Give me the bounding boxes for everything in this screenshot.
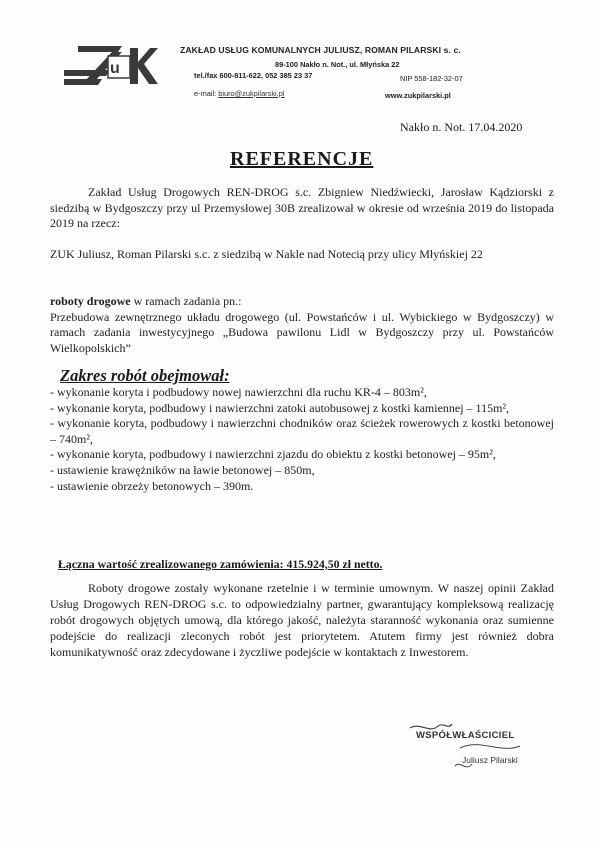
scope-title: Zakres robót obejmował: <box>60 366 230 385</box>
company-phone: tel./fax 600-811-622, 052 385 23 37 <box>194 71 313 80</box>
works-rest: w ramach zadania pn.: <box>130 294 242 308</box>
client-paragraph: ZUK Juliusz, Roman Pilarski s.c. z siedzibą w Nakle nad Notecią przy ulicy Młyńskiej 22 <box>50 247 483 261</box>
scope-item: - ustawienie krawężników na ławie betonowej – 850m, <box>50 462 315 477</box>
intro-paragraph: Zakład Usług Drogowych REN-DROG s.c. Zbigniew Niedźwiecki, Jarosław Kądziorski z siedzibą w Bydgoszczy przy ul Przemysłowej 30B zrealizował w okresie od września 2019 do listopada 2019 na rzecz: <box>50 185 554 230</box>
company-name: ZAKŁAD USŁUG KOMUNALNYCH JULIUSZ, ROMAN PILARSKI s. c. <box>180 45 461 55</box>
scope-item: - wykonanie koryta, podbudowy i nawierzchni zjazdu do obiektu z kostki betonowej – 95m², <box>50 447 496 462</box>
total-value: Łączna wartość zrealizowanego zamówienia: 415.924,50 zł netto. <box>58 557 383 571</box>
signature-role: WSPÓŁWŁAŚCICIEL <box>416 730 515 741</box>
email-link[interactable]: biuro@zukpilarski.pl <box>218 89 285 98</box>
scope-item: - wykonanie koryta, podbudowy i nawierzchni zatoki autobusowej z kostki kamiennej – 115m², <box>50 400 510 415</box>
works-paragraph <box>50 294 554 356</box>
closing-paragraph: Roboty drogowe zostały wykonane rzetelnie i w terminie umownym. W naszej opinii Zakład Usług Drogowych REN-DROG s.c. to odpowiedzialny partner, gwarantujący kompleksową realizację robót drogowych objętych umową, dla którego jakość, należyta staranność wykonania oraz sumienne podejście do realizacji zleconych robót jest priorytetem. Atutem firmy jest również dobra komunikatywność oraz zdecydowane i życzliwe podejście w kontaktach z Inwestorem. <box>50 581 554 659</box>
company-address: 89-100 Nakło n. Not., ul. Młyńska 22 <box>275 60 400 69</box>
company-nip: NIP 558-182-32-07 <box>400 74 463 83</box>
svg-text:u: u <box>110 60 120 77</box>
letter-title: REFERENCJE <box>230 148 374 170</box>
signature-mark <box>400 720 550 780</box>
signature-name: Juliusz Pilarski <box>462 755 518 765</box>
works-detail: Przebudowa zewnętrznego układu drogowego (ul. Powstańców i ul. Wybickiego w Bydgoszczy) w ramach zadania inwestycyjnego „Budowa pawilonu Lidl w Bydgoszczy przy ul. Powstańców Wielkopolskich” <box>50 309 554 355</box>
works-lead: roboty drogowe <box>50 294 131 308</box>
letter-date: Nakło n. Not. 17.04.2020 <box>400 120 523 134</box>
company-website[interactable]: www.zukpilarski.pl <box>385 91 451 100</box>
email-label: e-mail: <box>194 89 219 98</box>
company-email-line <box>194 89 284 98</box>
scope-list <box>50 385 554 494</box>
zuk-logo <box>64 44 158 86</box>
scope-item: - wykonanie koryta, podbudowy i nawierzchni chodników oraz ścieżek rowerowych z kostki betonowej – 740m², <box>50 416 554 446</box>
scope-item: - ustawienie obrzeży betonowych – 390m. <box>50 478 254 493</box>
scope-item: - wykonanie koryta i podbudowy nowej nawierzchni dla ruchu KR-4 – 803m², <box>50 385 427 399</box>
